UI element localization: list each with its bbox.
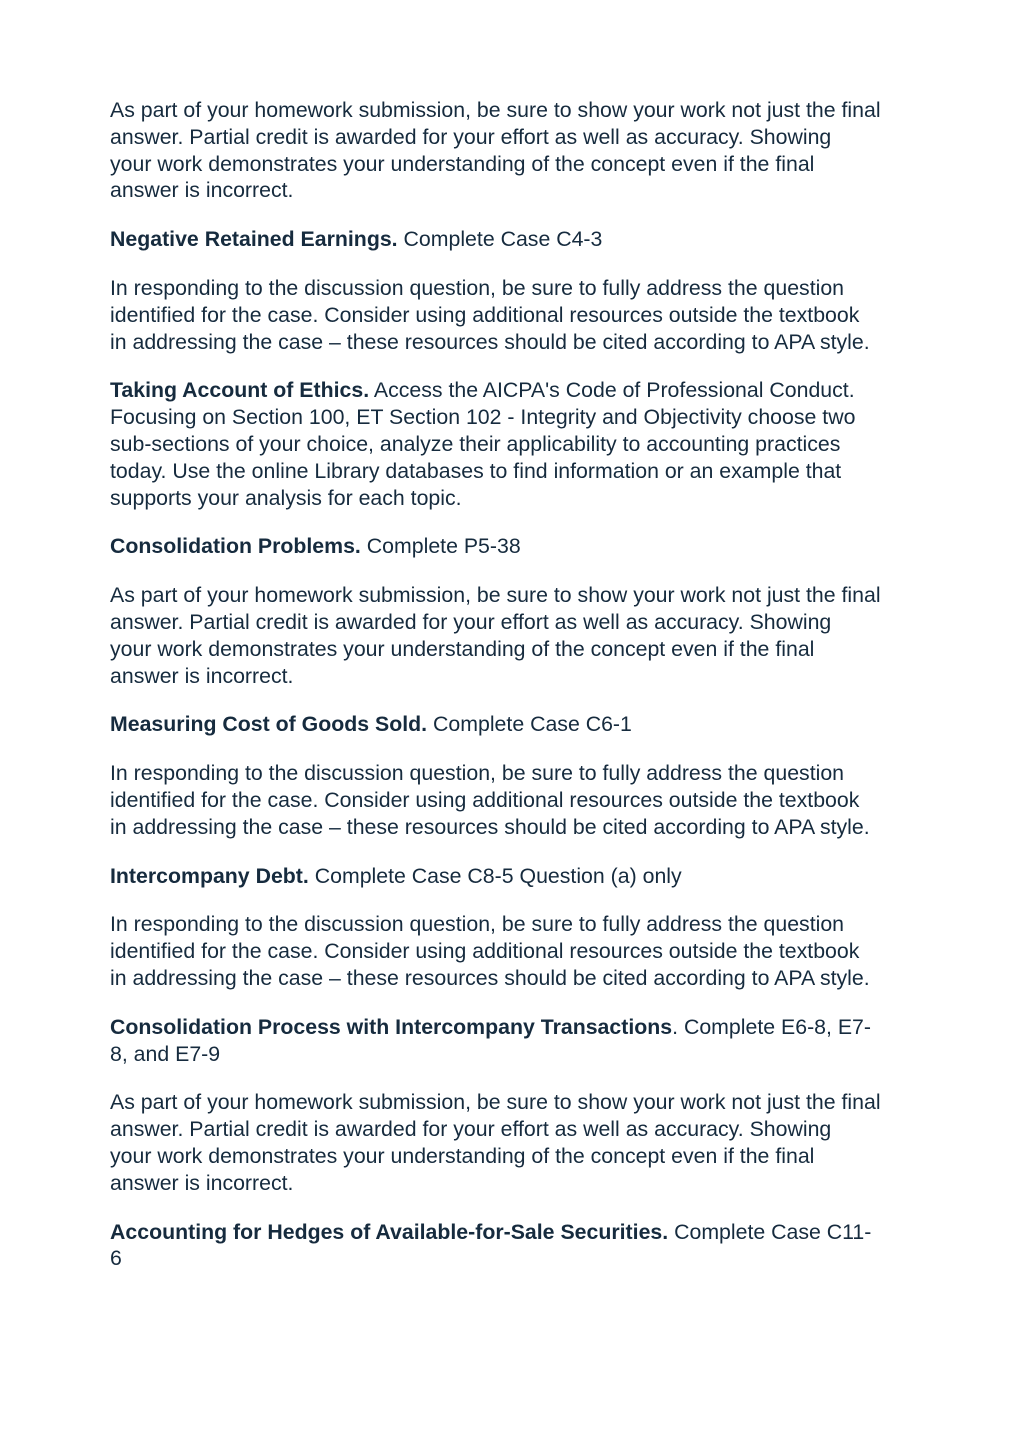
- assignment-text: Access the AICPA's Code of Professional Conduct. Focusing on Section 100, ET Section 102 - Integrity and Objectivity choose two sub-sections of your choice, analyze their applicability to accounting practices today. Use the online Library databases to find information or an example that supports your analysis for each topic.: [110, 378, 856, 510]
- assignment-heading: Consolidation Process with Intercompany Transactions: [110, 1014, 673, 1039]
- assignment-text: . Complete E6-8, E7- 8, and E7-9: [110, 1014, 871, 1066]
- paragraph-text: As part of your homework submission, be sure to show your work not just the final answer. Partial credit is awarded for your effort as well as accuracy. Showing your work demonstrates your understanding of the concept even if the final answer is incorrect.: [110, 98, 881, 203]
- paragraph-instructions: [110, 911, 960, 991]
- assignment-consolidation-problems: [110, 533, 960, 560]
- assignment-text: Complete Case C11- 6: [110, 1219, 872, 1271]
- assignment-text: Complete Case C8-5 Question (a) only: [308, 863, 682, 888]
- paragraph-instructions: [110, 582, 960, 689]
- assignment-accounting-for-hedges: [110, 1219, 960, 1273]
- paragraph-text: In responding to the discussion question, be sure to fully address the question identified for the case. Consider using additional resources outside the textbook in addressing the case – these resources should be cited according to APA style.: [110, 912, 870, 990]
- assignment-intercompany-debt: [110, 863, 960, 890]
- assignment-text: Complete P5-38: [360, 534, 521, 559]
- paragraph-text: In responding to the discussion question, be sure to fully address the question identified for the case. Consider using additional resources outside the textbook in addressing the case – these resources should be cited according to APA style.: [110, 761, 870, 839]
- assignment-text: Complete Case C6-1: [427, 712, 632, 737]
- assignment-heading: Accounting for Hedges of Available-for-Sale Securities.: [110, 1219, 669, 1244]
- paragraph-text: As part of your homework submission, be sure to show your work not just the final answer. Partial credit is awarded for your effort as well as accuracy. Showing your work demonstrates your understanding of the concept even if the final answer is incorrect.: [110, 583, 881, 688]
- assignment-heading: Measuring Cost of Goods Sold.: [110, 712, 428, 737]
- assignment-measuring-cost-of-goods-sold: [110, 711, 960, 738]
- assignment-heading: Taking Account of Ethics.: [110, 378, 370, 403]
- assignment-text: Complete Case C4-3: [397, 227, 603, 252]
- assignment-negative-retained-earnings: [110, 226, 960, 253]
- paragraph-instructions: [110, 1089, 960, 1196]
- paragraph-instructions: [110, 760, 960, 840]
- assignment-heading: Intercompany Debt.: [110, 863, 309, 888]
- assignment-heading: Negative Retained Earnings.: [110, 227, 398, 252]
- assignment-heading: Consolidation Problems.: [110, 534, 361, 559]
- paragraph-text: In responding to the discussion question, be sure to fully address the question identified for the case. Consider using additional resources outside the textbook in addressing the case – these resources should be cited according to APA style.: [110, 275, 870, 354]
- paragraph-text: As part of your homework submission, be sure to show your work not just the final answer. Partial credit is awarded for your effort as well as accuracy. Showing your work demonstrates your understanding of the concept even if the final answer is incorrect.: [110, 1090, 881, 1195]
- document-page: [110, 97, 960, 1294]
- assignment-consolidation-process: [110, 1014, 960, 1068]
- paragraph-instructions: [110, 275, 960, 355]
- assignment-taking-account-of-ethics: [110, 377, 960, 511]
- paragraph-instructions: [110, 97, 960, 204]
